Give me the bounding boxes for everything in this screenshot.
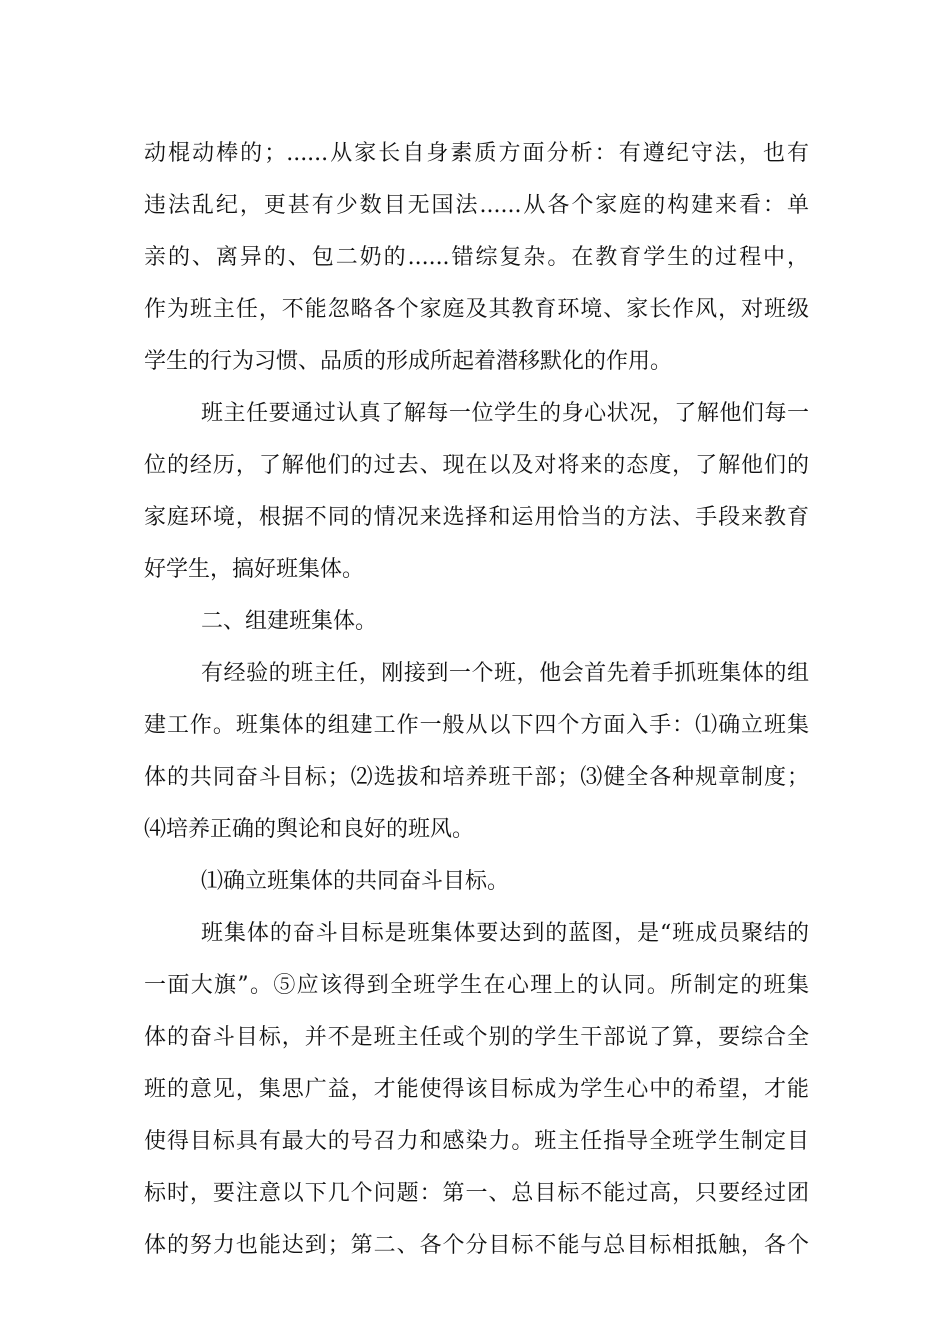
text-line: 体的奋斗目标，并不是班主任或个别的学生干部说了算，要综合全 (144, 1025, 809, 1050)
document-body (144, 128, 809, 1272)
text-line: 体的努力也能达到；第二、各个分目标不能与总目标相抵触，各个 (144, 1233, 809, 1258)
text-line: 家庭环境，根据不同的情况来选择和运用恰当的方法、手段来教育 (144, 505, 809, 530)
text-line: 使得目标具有最大的号召力和感染力。班主任指导全班学生制定目 (144, 1129, 809, 1154)
text-line: 班的意见，集思广益，才能使得该目标成为学生心中的希望，才能 (144, 1077, 809, 1102)
text-line: 标时，要注意以下几个问题：第一、总目标不能过高，只要经过团 (144, 1181, 809, 1206)
text-line: 亲的、离异的、包二奶的......错综复杂。在教育学生的过程中， (144, 245, 809, 270)
text-line: 动棍动棒的；......从家长自身素质方面分析：有遵纪守法，也有 (144, 141, 809, 166)
text-line: 位的经历，了解他们的过去、现在以及对将来的态度，了解他们的 (144, 453, 809, 478)
text-line: ⑴确立班集体的共同奋斗目标。 (201, 869, 510, 894)
text-line: 体的共同奋斗目标；⑵选拔和培养班干部；⑶健全各种规章制度； (144, 765, 809, 790)
text-line: 一面大旗”。⑤应该得到全班学生在心理上的认同。所制定的班集 (144, 973, 809, 998)
text-line: 好学生，搞好班集体。 (144, 557, 365, 582)
text-line: 有经验的班主任，刚接到一个班，他会首先着手抓班集体的组 (201, 661, 809, 686)
text-line: 学生的行为习惯、品质的形成所起着潜移默化的作用。 (144, 349, 673, 374)
text-line: 作为班主任，不能忽略各个家庭及其教育环境、家长作风，对班级 (144, 297, 809, 322)
text-line: 建工作。班集体的组建工作一般从以下四个方面入手：⑴确立班集 (144, 713, 809, 738)
text-line: 班集体的奋斗目标是班集体要达到的蓝图，是“班成员聚结的 (201, 921, 809, 946)
text-line: 班主任要通过认真了解每一位学生的身心状况，了解他们每一 (201, 401, 809, 426)
text-line: 违法乱纪，更甚有少数目无国法......从各个家庭的构建来看：单 (144, 193, 809, 218)
text-line: ⑷培养正确的舆论和良好的班风。 (144, 817, 475, 842)
text-line: 二、组建班集体。 (201, 609, 378, 634)
